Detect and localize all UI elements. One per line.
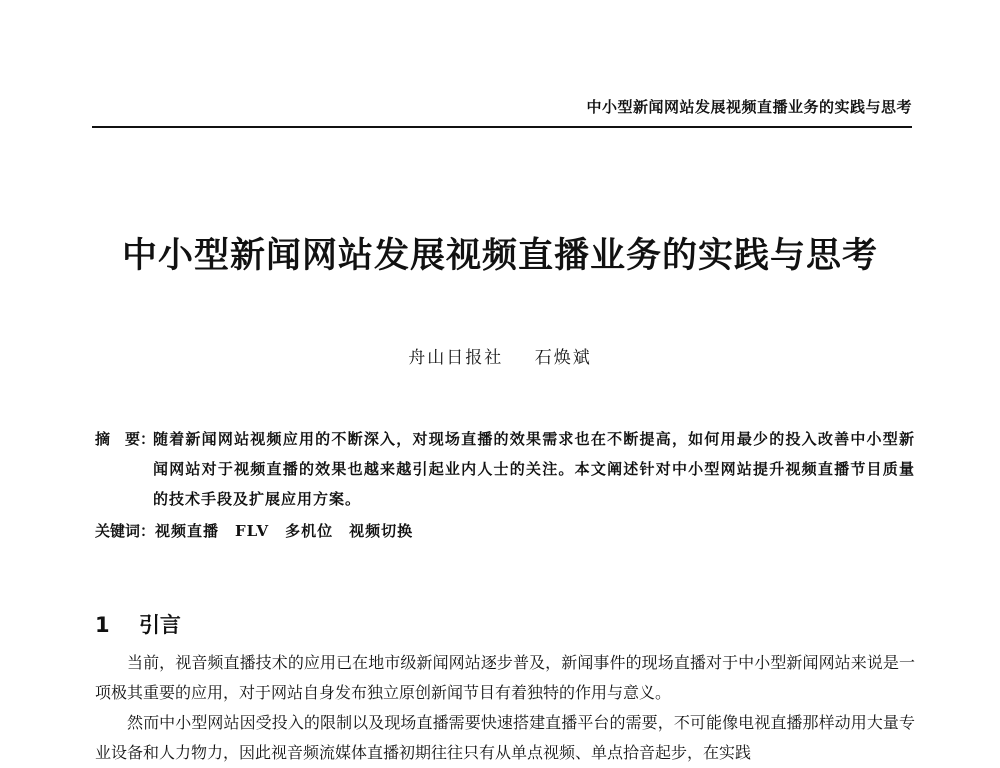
running-header-text: 中小型新闻网站发展视频直播业务的实践与思考: [586, 98, 912, 116]
abstract-label: 摘 要：: [95, 430, 156, 448]
keywords: [95, 516, 429, 546]
section-title: 引言: [138, 613, 181, 637]
section-heading: [95, 609, 181, 639]
abstract-text: 随着新闻网站视频应用的不断深入，对现场直播的效果需求也在不断提高，如何用最少的投入改善中小型新闻网站对于视频直播的效果也越来越引起业内人士的关注。本文阐述针对中小型网站提升视频直播节目质量的技术手段及扩展应用方案。: [153, 430, 915, 508]
keyword-item: 视频直播: [155, 522, 220, 540]
paragraph: 当前，视音频直播技术的应用已在地市级新闻网站逐步普及，新闻事件的现场直播对于中小型新闻网站来说是一项极其重要的应用，对于网站自身发布独立原创新闻节目有着独特的作用与意义。: [95, 653, 915, 702]
keyword-item: FLV: [235, 522, 270, 540]
keyword-item: 多机位: [285, 522, 334, 540]
running-header: [92, 96, 912, 128]
author-line: [0, 343, 1000, 368]
author-affiliation: 舟山日报社: [408, 348, 504, 368]
section-number: 1: [95, 613, 110, 637]
paper-title: 中小型新闻网站发展视频直播业务的实践与思考: [121, 236, 878, 276]
abstract: [95, 424, 915, 514]
paragraph: 然而中小型网站因受投入的限制以及现场直播需要快速搭建直播平台的需要，不可能像电视直播那样动用大量专业设备和人力物力，因此视音频流媒体直播初期往往只有从单点视频、单点拾音起步，在实践: [95, 713, 915, 762]
keywords-label: 关键词：: [95, 522, 156, 540]
keyword-item: 视频切换: [349, 522, 414, 540]
body-text: [95, 648, 915, 768]
author-name: 石焕斌: [534, 348, 592, 368]
